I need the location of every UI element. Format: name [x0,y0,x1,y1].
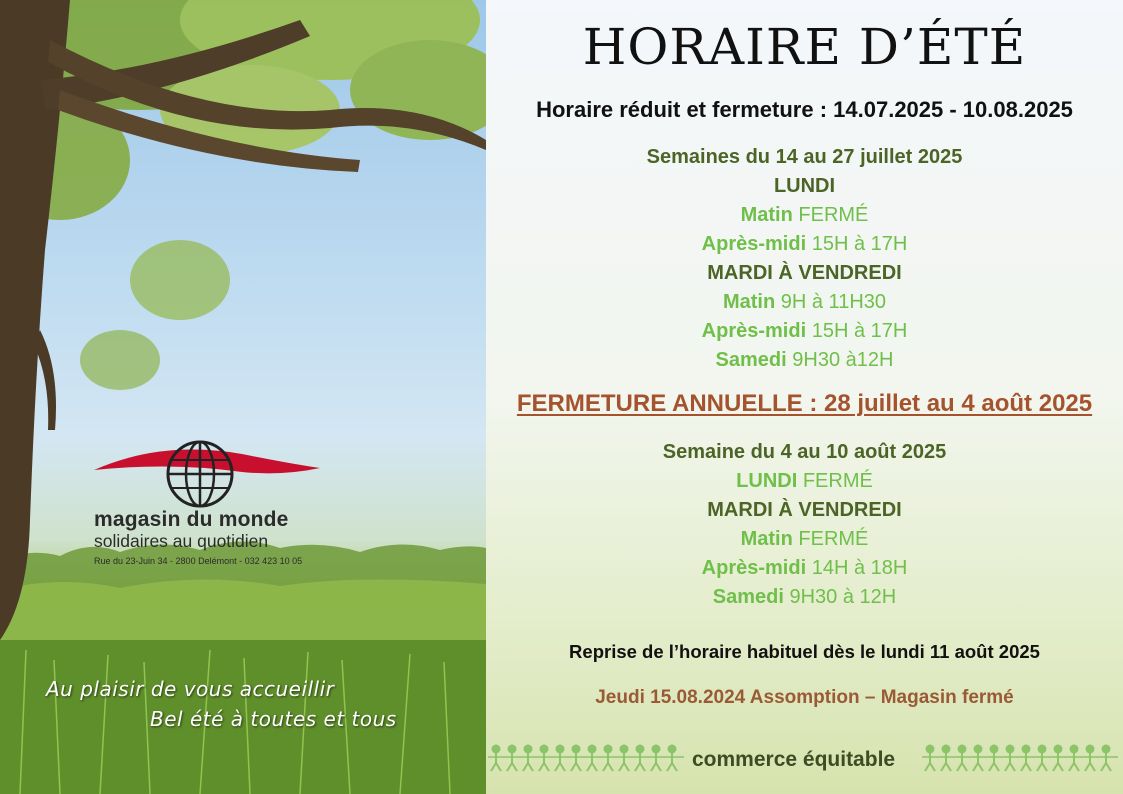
summer-tree-photo [0,0,486,794]
page-title: HORAIRE D’ÉTÉ [582,18,1027,76]
period2-saturday: Samedi 9H30 à 12H [712,586,897,608]
logo-address: Rue du 23-Juin 34 - 2800 Delémont - 032 423 10 05 [94,556,303,566]
tree-meadow-illustration [0,0,486,794]
period2-tue-fri-afternoon: Après-midi 14H à 18H [701,557,908,579]
logo-name: magasin du monde [94,508,289,531]
period2-monday: LUNDI FERMÉ [736,470,873,492]
welcome-line-1: Au plaisir de vous accueillir [46,677,335,701]
period1-tue-fri-morning: Matin 9H à 11H30 [722,291,887,313]
period1-monday-afternoon: Après-midi 15H à 17H [701,233,908,255]
period1-heading: Semaines du 14 au 27 juillet 2025 [646,146,963,168]
logo-tagline: solidaires au quotidien [94,531,269,551]
holiday-notice: Jeudi 15.08.2024 Assomption – Magasin fermé [595,687,1014,708]
schedule-panel [486,0,1123,794]
resume-notice: Reprise de l’horaire habituel dès le lundi 11 août 2025 [569,641,1040,662]
schedule-subtitle: Horaire réduit et fermeture : 14.07.2025 - 10.08.2025 [536,97,1073,122]
people-chain-left-icon [488,744,688,772]
annual-closure-notice: FERMETURE ANNUELLE : 28 juillet au 4 août 2025 [516,390,1093,417]
welcome-line-2: Bel été à toutes et tous [150,707,397,731]
period2-day-tue-fri: MARDI À VENDREDI [707,499,902,521]
period1-saturday: Samedi 9H30 à12H [715,349,894,371]
period2-tue-fri-morning: Matin FERMÉ [740,528,869,550]
period1-day-monday: LUNDI [773,175,836,197]
people-chain-right-icon [922,744,1122,772]
period1-day-tue-fri: MARDI À VENDREDI [707,262,902,284]
period2-heading: Semaine du 4 au 10 août 2025 [662,441,947,463]
period1-tue-fri-afternoon: Après-midi 15H à 17H [701,320,908,342]
period1-monday-morning: Matin FERMÉ [740,204,869,226]
fair-trade-label: commerce équitable [692,748,896,771]
